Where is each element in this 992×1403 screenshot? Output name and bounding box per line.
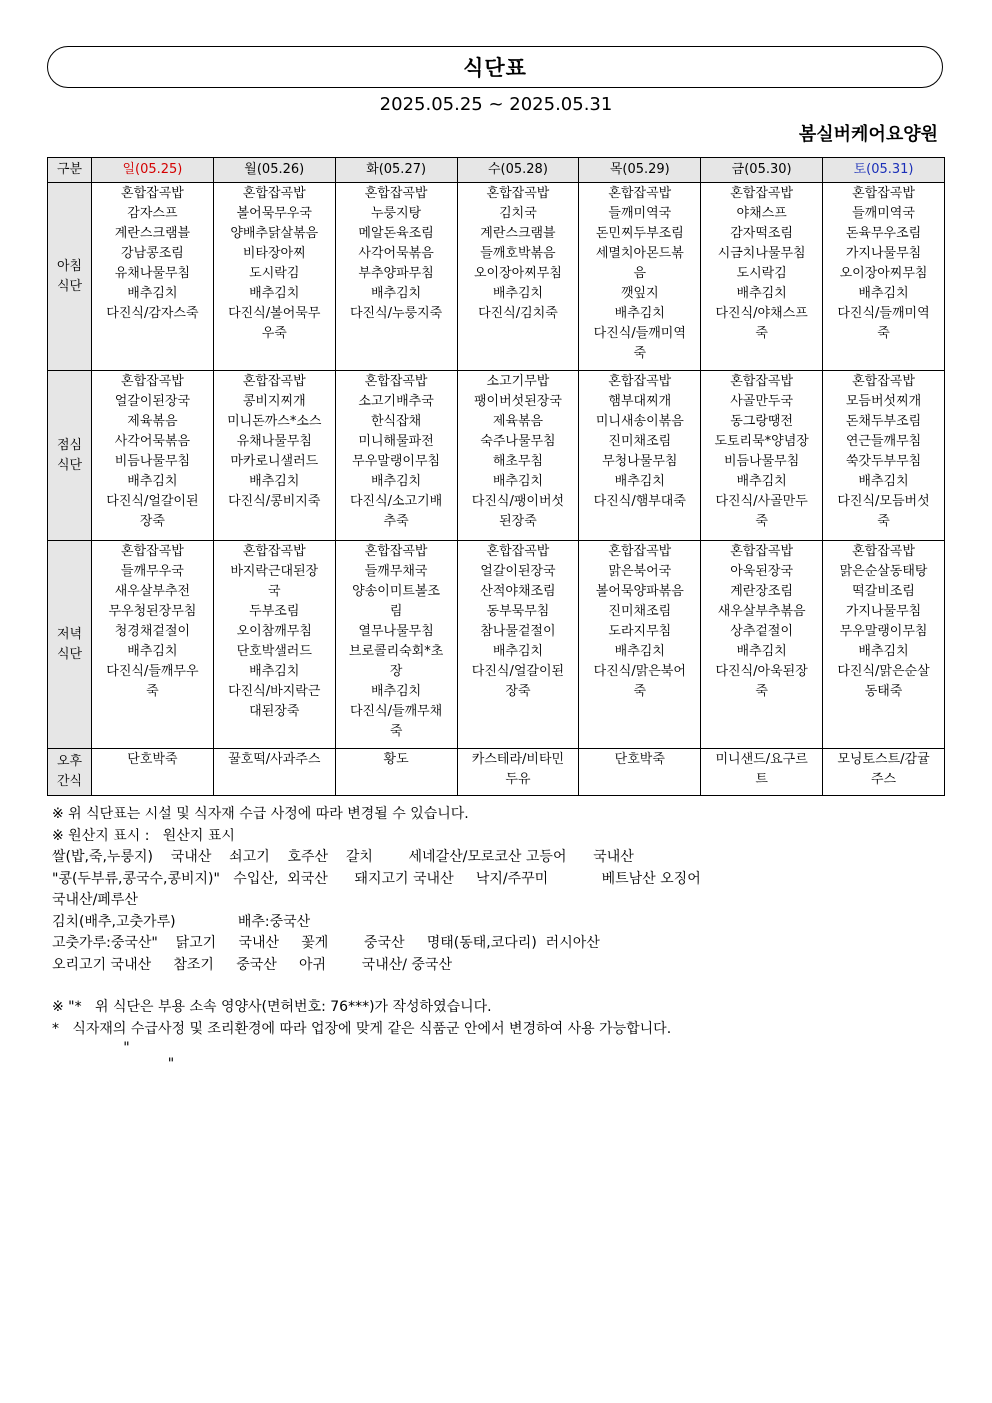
dish-item: 황도	[383, 752, 409, 767]
meal-label	[48, 183, 92, 371]
dish-item: 바지락근대된장	[230, 564, 319, 579]
table-header-row	[48, 158, 945, 183]
dish-item: 들깨미역국	[852, 206, 915, 221]
dish-item: 양배추닭살볶음	[230, 226, 319, 241]
menu-period: 2025.05.25 ~ 2025.05.31	[379, 94, 613, 115]
dish-item: 우죽	[261, 326, 287, 341]
dish-item: 연근들깨무침	[845, 434, 922, 449]
meal-label-text: 간식	[56, 774, 83, 789]
dish-item: 다진식/맑은순살	[837, 664, 930, 679]
dish-item: 돈육무우조림	[845, 226, 922, 241]
dish-item: 볼어묵양파볶음	[595, 584, 684, 599]
dish-item: 다진식/김치죽	[478, 306, 558, 321]
dish-item: 돈채두부조림	[845, 414, 922, 429]
dish-item: 햄부대찌개	[608, 394, 672, 409]
dish-item: 다진식/모듬버섯	[837, 494, 930, 509]
dish-item: 다진식/바지락근	[228, 684, 321, 699]
dish-item: 단호박샐러드	[236, 644, 312, 659]
dish-item: 떡갈비조림	[852, 584, 915, 599]
facility-name: 봄실버케어요양원	[798, 124, 938, 145]
header-day-sat: 토(05.31)	[823, 158, 945, 183]
dish-item: 배추김치	[492, 474, 544, 489]
dish-item: 도라지무침	[608, 624, 672, 639]
dish-item: 소고기배추국	[358, 394, 434, 409]
dish-item: 죽	[146, 684, 159, 699]
dish-item: 혼합잡곡밥	[121, 544, 184, 559]
dish-item: 아욱된장국	[730, 564, 794, 579]
dish-item: 혼합잡곡밥	[608, 186, 672, 201]
dish-item: 다진식/들깨무우	[106, 664, 199, 679]
dish-item: 브로콜리숙회*초	[348, 644, 444, 659]
dish-item: 미니돈까스*소스	[227, 414, 322, 429]
menu-cell-wed	[457, 749, 579, 796]
breakfast-row	[48, 183, 945, 371]
dish-item: 배추김치	[858, 286, 909, 301]
dish-item: 배추김치	[736, 474, 787, 489]
menu-cell-sat	[823, 371, 945, 541]
meal-label-text: 식단	[56, 278, 83, 294]
dish-item: 산적야채조림	[480, 584, 556, 599]
change-notice: ※ 위 식단표는 시설 및 식자재 수급 사정에 따라 변경될 수 있습니다.	[52, 806, 469, 822]
dish-item: 무우말랭이무침	[839, 624, 928, 639]
menu-cell-tue	[335, 183, 457, 371]
dish-item: 배추김치	[370, 286, 422, 301]
dish-item: 다진식/얼갈이된	[106, 494, 199, 509]
menu-cell-sat	[823, 749, 945, 796]
dish-item: 두유	[505, 772, 531, 787]
dish-item: 메알돈육조림	[358, 226, 434, 241]
dish-item: 진미채조림	[608, 604, 672, 619]
menu-cell-sat	[823, 183, 945, 371]
dish-item: 팽이버섯된장국	[474, 394, 562, 409]
dish-item: 감자스프	[127, 206, 178, 221]
dish-item: 국	[267, 584, 281, 599]
dish-item: 상추겉절이	[730, 624, 794, 639]
menu-cell-thu	[579, 183, 701, 371]
dish-item: 한식잡채	[370, 414, 422, 429]
dish-item: 죽	[755, 326, 768, 341]
meal-label	[48, 541, 92, 749]
dish-item: 비듬나물무침	[723, 454, 800, 469]
dish-item: 장죽	[139, 514, 165, 529]
dish-item: 배추김치	[614, 474, 665, 489]
dish-item: 배추김치	[370, 684, 422, 699]
dish-item: 다진식/맑은북어	[593, 664, 686, 679]
dish-item: 혼합잡곡밥	[364, 186, 428, 201]
menu-cell-fri	[701, 541, 823, 749]
dish-item: 혼합잡곡밥	[608, 374, 672, 389]
dish-item: 사골만두국	[730, 394, 794, 409]
dish-item: 배추김치	[249, 664, 300, 679]
dish-item: 죽	[633, 684, 647, 699]
dish-item: 모닝토스트/감귤	[837, 752, 930, 767]
dish-item: 혼합잡곡밥	[121, 374, 184, 389]
dish-item: 죽	[877, 326, 890, 341]
menu-cell-thu	[579, 541, 701, 749]
dish-item: 다진식/햄부대죽	[593, 494, 686, 509]
dish-item: 미니해물파전	[358, 434, 434, 449]
dish-item: 계란스크램블	[114, 226, 191, 241]
dish-item: 혼합잡곡밥	[242, 544, 306, 559]
notes-section	[52, 804, 952, 1072]
menu-cell-mon	[213, 371, 335, 541]
dish-item: 두부조림	[249, 604, 300, 619]
dish-item: 혼합잡곡밥	[730, 374, 794, 389]
dish-item: 새우살부추볶음	[717, 604, 806, 619]
dish-item: 죽	[755, 684, 768, 699]
dish-item: 혼합잡곡밥	[730, 186, 794, 201]
dish-item: 계란장조림	[730, 584, 794, 599]
dish-item: 김치국	[499, 206, 537, 221]
dish-item: 배추김치	[614, 644, 665, 659]
dish-item: 오이참깨무침	[236, 624, 312, 639]
dish-item: 다진식/볼어묵무	[228, 306, 321, 321]
dish-item: 시금치나물무침	[717, 246, 806, 261]
dish-item: 혼합잡곡밥	[364, 544, 428, 559]
menu-cell-mon	[213, 183, 335, 371]
dish-item: 다진식/소고기배	[349, 494, 443, 509]
dish-item: 마카로니샐러드	[230, 454, 319, 469]
dish-item: 된장죽	[499, 514, 537, 529]
dish-item: 새우살부추전	[114, 584, 191, 599]
dish-item: 림	[389, 604, 403, 619]
dish-item: 장죽	[505, 684, 531, 699]
menu-cell-thu	[579, 749, 701, 796]
dish-item: 무우청된장무침	[108, 604, 197, 619]
dish-item: 청경채겉절이	[114, 624, 191, 639]
menu-cell-wed	[457, 371, 579, 541]
dish-item: 다진식/들깨미역	[837, 306, 930, 321]
dish-item: 추죽	[383, 514, 409, 529]
menu-cell-thu	[579, 371, 701, 541]
dish-item: 볼어묵무우국	[236, 206, 312, 221]
dish-item: 꿀호떡/사과주스	[228, 752, 321, 767]
dish-item: 혼합잡곡밥	[730, 544, 794, 559]
dish-item: 배추김치	[614, 306, 665, 321]
dish-item: 돈민찌두부조림	[595, 226, 684, 241]
title-box	[47, 46, 943, 88]
dish-item: 쑥갓두부무침	[845, 454, 922, 469]
dish-item: 제육볶음	[492, 414, 544, 429]
dish-item: 제육볶음	[127, 414, 178, 429]
dish-item: 주스	[870, 772, 897, 787]
dish-item: 다진식/누룽지죽	[349, 306, 443, 321]
dish-item: 유채나물무침	[114, 266, 191, 281]
dish-item: 죽	[633, 346, 647, 361]
header-day-fri: 금(05.30)	[701, 158, 823, 183]
dish-item: 얼갈이된장국	[480, 564, 556, 579]
dish-item: 진미채조림	[608, 434, 672, 449]
dish-item: 죽	[877, 514, 890, 529]
dish-item: 가지나물무침	[845, 246, 922, 261]
dish-item: 대된장죽	[249, 704, 300, 719]
origin-line: 고춧가루:중국산" 닭고기 국내산 꽃게 중국산 명태(동태,코다리) 러시아산	[52, 935, 600, 951]
snack-row	[48, 749, 945, 796]
dish-item: 다진식/콩비지죽	[228, 494, 321, 509]
dish-item: 배추김치	[249, 474, 300, 489]
dish-item: 배추김치	[249, 286, 300, 301]
meal-label-text: 식단	[56, 457, 83, 473]
dish-item: 누룽지탕	[370, 206, 422, 221]
dish-item: 들깨미역국	[608, 206, 672, 221]
dish-item: 유채나물무침	[236, 434, 312, 449]
dish-item: 음	[633, 266, 647, 281]
header-day-mon: 월(05.26)	[213, 158, 335, 183]
dish-item: 무청나물무침	[602, 454, 678, 469]
dish-item: 세멸치아몬드볶	[595, 246, 684, 261]
dish-item: 장	[389, 664, 403, 679]
stray-mark: "	[52, 1056, 175, 1072]
dish-item: 들깨무우국	[121, 564, 184, 579]
dish-item: 다진식/감자스죽	[106, 306, 199, 321]
dish-item: 숙주나물무침	[480, 434, 556, 449]
dish-item: 다진식/사골만두	[715, 494, 808, 509]
dish-item: 참나물겉절이	[480, 624, 556, 639]
dish-item: 모듬버섯찌개	[845, 394, 922, 409]
dish-item: 혼합잡곡밥	[852, 186, 915, 201]
meal-label	[48, 371, 92, 541]
dish-item: 동태죽	[864, 684, 903, 699]
dish-item: 얼갈이된장국	[114, 394, 191, 409]
dish-item: 맑은북어국	[608, 564, 672, 579]
dish-item: 미니샌드/요구르	[715, 752, 808, 767]
origin-line: "콩(두부류,콩국수,콩비지)" 수입산, 외국산 돼지고기 국내산 낙지/주꾸미 베트남산 오징어	[52, 870, 701, 887]
dish-item: 다진식/얼갈이된	[471, 664, 565, 679]
dish-item: 맑은순살동태탕	[839, 564, 928, 579]
dish-item: 죽	[755, 514, 768, 529]
menu-cell-fri	[701, 371, 823, 541]
dish-item: 미니새송이볶음	[595, 414, 684, 429]
header-day-tue: 화(05.27)	[335, 158, 457, 183]
substitution-note: * 식자재의 수급사정 및 조리환경에 따라 업장에 맞게 같은 식품군 안에서 변경하여 사용 가능합니다.	[52, 1020, 672, 1037]
header-day-wed: 수(05.28)	[457, 158, 579, 183]
dish-item: 카스테라/비타민	[471, 752, 565, 767]
dish-item: 사각어묵볶음	[358, 246, 434, 261]
dish-item: 다진식/들깨무채	[349, 704, 443, 719]
dish-item: 비듬나물무침	[114, 454, 191, 469]
menu-cell-sun	[92, 541, 214, 749]
dish-item: 죽	[389, 724, 403, 739]
dish-item: 배추김치	[370, 474, 422, 489]
menu-cell-fri	[701, 749, 823, 796]
meal-label-text: 오후	[56, 754, 83, 769]
menu-cell-sun	[92, 183, 214, 371]
dish-item: 야채스프	[736, 206, 787, 221]
dish-item: 강남콩조림	[121, 246, 184, 261]
dish-item: 혼합잡곡밥	[486, 186, 550, 201]
menu-cell-sun	[92, 749, 214, 796]
menu-cell-sat	[823, 541, 945, 749]
stray-mark: "	[52, 1040, 130, 1056]
dish-item: 단호박죽	[127, 752, 178, 767]
dish-item: 혼합잡곡밥	[608, 544, 672, 559]
dish-item: 다진식/야채스프	[715, 306, 808, 321]
dish-item: 트	[755, 772, 768, 787]
meal-label-text: 점심	[56, 437, 83, 453]
dietitian-note: ※ "* 위 식단은 부용 소속 영양사(면허번호: 76***)가 작성하였습니다.	[52, 999, 492, 1015]
dish-item: 콩비지찌개	[242, 394, 306, 409]
dish-item: 혼합잡곡밥	[121, 186, 184, 201]
dish-item: 양송이미트볼조	[352, 584, 441, 599]
header-corner: 구분	[48, 158, 92, 183]
dish-item: 해초무침	[492, 454, 544, 469]
dish-item: 배추김치	[736, 644, 787, 659]
dish-item: 감자떡조림	[730, 226, 794, 241]
dish-item: 오이장아찌무침	[839, 266, 928, 281]
dish-item: 들깨호박볶음	[480, 246, 556, 261]
dish-item: 비타장아찌	[242, 246, 306, 261]
dish-item: 배추김치	[127, 474, 178, 489]
dish-item: 다진식/들깨미역	[593, 326, 686, 341]
dish-item: 혼합잡곡밥	[242, 186, 306, 201]
menu-cell-mon	[213, 749, 335, 796]
menu-cell-wed	[457, 541, 579, 749]
dish-item: 혼합잡곡밥	[486, 544, 550, 559]
dish-item: 단호박죽	[614, 752, 665, 767]
dish-item: 배추김치	[492, 644, 544, 659]
origin-line: 쌀(밥,죽,누룽지) 국내산 쇠고기 호주산 갈치 세네갈산/모로코산 고등어 국내산	[52, 849, 634, 865]
menu-cell-tue	[335, 371, 457, 541]
menu-cell-wed	[457, 183, 579, 371]
menu-cell-sun	[92, 371, 214, 541]
menu-cell-mon	[213, 541, 335, 749]
meal-label-text: 식단	[56, 646, 83, 662]
meal-label	[48, 749, 92, 796]
meal-label-text: 저녁	[56, 626, 83, 642]
dish-item: 열무나물무침	[358, 624, 434, 639]
dish-item: 깻잎지	[620, 286, 659, 301]
dish-item: 배추김치	[492, 286, 544, 301]
dish-item: 무우말랭이무침	[352, 454, 441, 469]
meal-label-text: 아침	[56, 258, 83, 274]
dish-item: 들깨무채국	[364, 564, 428, 579]
dish-item: 배추김치	[127, 644, 178, 659]
dish-item: 부추양파무침	[358, 266, 434, 281]
origin-line: 김치(배추,고춧가루) 배추:중국산	[52, 913, 311, 930]
menu-cell-tue	[335, 541, 457, 749]
origin-line: 오리고기 국내산 참조기 중국산 아귀 국내산/ 중국산	[52, 956, 452, 973]
menu-cell-tue	[335, 749, 457, 796]
dish-item: 다진식/아욱된장	[715, 664, 808, 679]
dish-item: 도시락김	[736, 266, 787, 281]
dish-item: 배추김치	[736, 286, 787, 301]
dish-item: 동부묵무침	[486, 604, 550, 619]
dish-item: 배추김치	[858, 474, 909, 489]
dish-item: 계란스크램블	[480, 226, 556, 241]
origin-header: ※ 원산지 표시 : 원산지 표시	[52, 827, 235, 844]
dish-item: 도토리묵*양념장	[714, 434, 809, 449]
dish-item: 혼합잡곡밥	[852, 374, 915, 389]
dish-item: 배추김치	[127, 286, 178, 301]
dish-item: 혼합잡곡밥	[242, 374, 306, 389]
dish-item: 가지나물무침	[845, 604, 922, 619]
lunch-row	[48, 371, 945, 541]
dish-item: 혼합잡곡밥	[364, 374, 428, 389]
weekly-menu-table	[47, 157, 945, 796]
header-day-sun: 일(05.25)	[92, 158, 214, 183]
dish-item: 소고기무밥	[486, 374, 550, 389]
origin-line: 국내산/페루산	[52, 892, 138, 908]
dish-item: 혼합잡곡밥	[852, 544, 915, 559]
dish-item: 도시락김	[249, 266, 300, 281]
page-title: 식단표	[463, 56, 527, 80]
dish-item: 사각어묵볶음	[114, 434, 191, 449]
dish-item: 동그랑땡전	[730, 414, 794, 429]
dish-item: 배추김치	[858, 644, 909, 659]
dish-item: 오이장아찌무침	[474, 266, 562, 281]
dinner-row	[48, 541, 945, 749]
menu-cell-fri	[701, 183, 823, 371]
header-day-thu: 목(05.29)	[579, 158, 701, 183]
dish-item: 다진식/팽이버섯	[471, 494, 565, 509]
